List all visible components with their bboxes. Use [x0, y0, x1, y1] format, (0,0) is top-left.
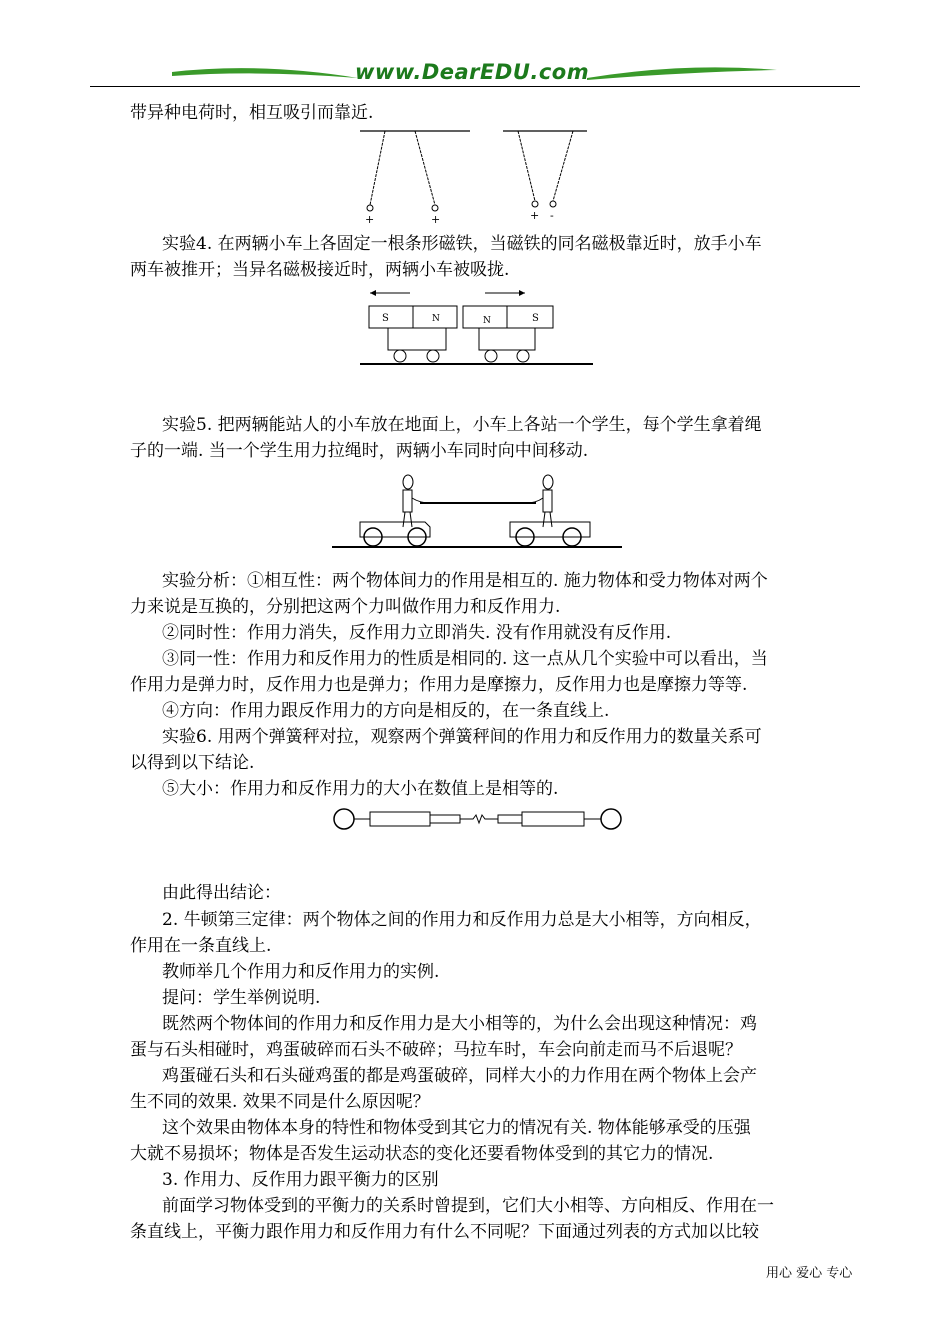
- charge-sign: +: [530, 209, 540, 222]
- spring-scales-figure: [330, 805, 625, 833]
- page-footer: 用心 爱心 专心: [766, 1266, 853, 1281]
- charge-sign: +: [365, 213, 375, 225]
- text-line: ④方向：作用力跟反作用力的方向是相反的，在一条直线上.: [162, 701, 610, 721]
- text-line: 蛋与石头相碰时，鸡蛋破碎而石头不破碎；马拉车时，车会向前走而马不后退呢？: [130, 1040, 742, 1060]
- text-line: 力来说是互换的，分别把这两个力叫做作用力和反作用力.: [130, 597, 561, 617]
- text-line: ⑤大小：作用力和反作用力的大小在数值上是相等的.: [162, 779, 559, 799]
- text-line: 这个效果由物体本身的特性和物体受到其它力的情况有关. 物体能够承受的压强: [162, 1118, 751, 1138]
- text-line: 由此得出结论：: [162, 883, 281, 903]
- magnet-pole: N: [432, 314, 440, 324]
- header-rule: [90, 86, 860, 87]
- text-line: 两车被推开；当异名磁极接近时，两辆小车被吸拢.: [130, 260, 510, 280]
- text-line: 带异种电荷时，相互吸引而靠近.: [130, 103, 374, 123]
- magnet-carts-figure: [355, 283, 595, 373]
- text-line: ②同时性：作用力消失，反作用力立即消失. 没有作用就没有反作用.: [162, 623, 672, 643]
- text-line: ③同一性：作用力和反作用力的性质是相同的. 这一点从几个实验中可以看出，当: [162, 649, 768, 669]
- page-header: [0, 0, 950, 95]
- leaf-swoosh-left-icon: [170, 64, 360, 84]
- text-line: 2. 牛顿第三定律：两个物体之间的作用力和反作用力总是大小相等，方向相反，: [162, 910, 762, 930]
- magnet-pole: S: [532, 313, 539, 324]
- text-line: 实验6. 用两个弹簧秤对拉，观察两个弹簧秤间的作用力和反作用力的数量关系可: [162, 727, 762, 747]
- text-line: 作用力是弹力时，反作用力也是弹力；作用力是摩擦力，反作用力也是摩擦力等等.: [130, 675, 748, 695]
- text-line: 鸡蛋碰石头和石头碰鸡蛋的都是鸡蛋破碎，同样大小的力作用在两个物体上会产: [162, 1066, 757, 1086]
- text-line: 3. 作用力、反作用力跟平衡力的区别: [162, 1170, 439, 1190]
- text-line: 教师举几个作用力和反作用力的实例.: [162, 962, 440, 982]
- text-line: 以得到以下结论.: [130, 753, 255, 773]
- magnet-pole: N: [483, 316, 491, 326]
- text-line: 实验分析：①相互性：两个物体间力的作用是相互的. 施力物体和受力物体对两个: [162, 571, 768, 591]
- magnet-pole: S: [382, 313, 389, 324]
- text-line: 条直线上，平衡力跟作用力和反作用力有什么不同呢？下面通过列表的方式加以比较: [130, 1222, 759, 1242]
- text-line: 子的一端. 当一个学生用力拉绳时，两辆小车同时向中间移动.: [130, 441, 589, 461]
- text-line: 生不同的效果. 效果不同是什么原因呢？: [130, 1092, 430, 1112]
- text-line: 实验4. 在两辆小车上各固定一根条形磁铁，当磁铁的同名磁极靠近时，放手小车: [162, 234, 762, 254]
- leaf-swoosh-right-icon: [585, 64, 780, 84]
- text-line: 提问：学生举例说明.: [162, 988, 321, 1008]
- text-line: 实验5. 把两辆能站人的小车放在地面上，小车上各站一个学生，每个学生拿着绳: [162, 415, 762, 435]
- site-logo: www.DearEDU.com: [355, 60, 590, 84]
- charged-balls-figure: [355, 125, 595, 225]
- text-line: 作用在一条直线上.: [130, 936, 272, 956]
- rope-carts-figure: [330, 465, 625, 555]
- charge-sign: -: [550, 209, 554, 222]
- text-line: 前面学习物体受到的平衡力的关系时曾提到，它们大小相等、方向相反、作用在一: [162, 1196, 774, 1216]
- text-line: 大就不易损坏；物体是否发生运动状态的变化还要看物体受到的其它力的情况.: [130, 1144, 714, 1164]
- charge-sign: +: [431, 213, 441, 225]
- text-line: 既然两个物体间的作用力和反作用力是大小相等的，为什么会出现这种情况：鸡: [162, 1014, 757, 1034]
